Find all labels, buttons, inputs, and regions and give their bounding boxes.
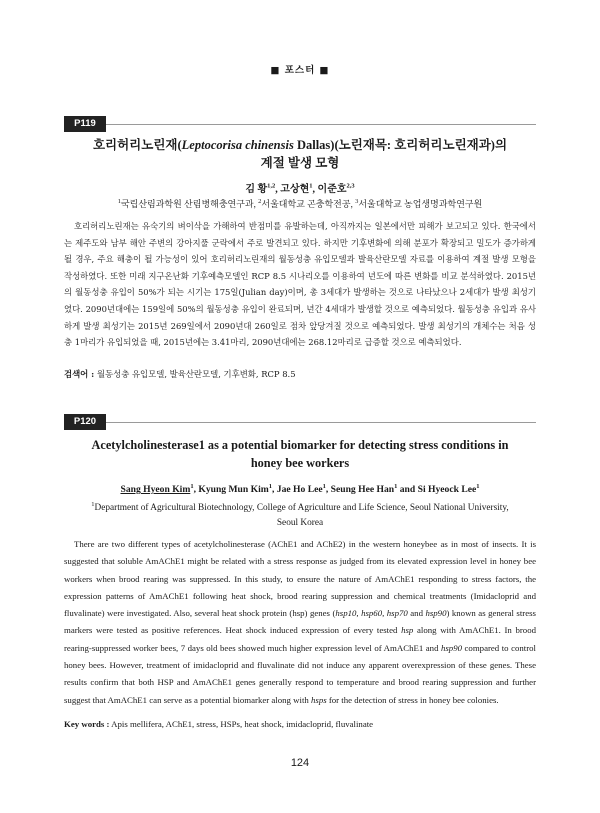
p119-abstract: 호리허리노린재는 유숙기의 벼이삭을 가해하여 반점미를 유발하는데, 아직까지는 일본에서만 피해가 보고되고 있다. 한국에서는 제주도와 남부 해안 주변의 강아지풀 군락에서 주로 발견되고 있다. 하지만 기후변화에 의해 분포가 확장되고 밀도가 증가하게 될 경우, 주요 해충이 될 가능성이 있어 호리허리노린재의 월동성충 유입모델과 발육산란모델 자료를 이용하여 계절 발생 모형을 작성하였다. 또한 미래 지구온난화 기후예측모델인 RCP 8.5 시나리오를 이용하여 년도에 따른 변화를 비교 분석하였다. 2015년의 월동성충 유입이 50%가 되는 시기는 175일(Julian day)이며, 총 3세대가 발생하는 것으로 나타났으나 2세대가 발생 최성기였다. 2090년대에는 159일에 50%의 월동성충 유입이 완료되며, 년간 4세대가 발생할 것으로 예측되었다. 월동성충 유입과 유사하게 발생 최성기는 2015년 269일에서 2090년대 260일로 점차 앞당겨질 것으로 예측되었다. 발생 최성기의 개체수는 처음 성충 1마리가 유입되었을 때, 2015년에는 3.41마리, 2090년대에는 268.12마리로 급증할 것으로 예측되었다.: [64, 221, 536, 348]
author-name: , Jae Ho Lee: [272, 484, 323, 495]
abstract-text: ,: [382, 608, 387, 619]
gene-name: hsp70: [386, 608, 408, 619]
p120-affiliation: [64, 501, 536, 531]
p120-abstract: [64, 536, 536, 709]
author-affil-mark: 1: [268, 482, 272, 490]
abstract-text: for the detection of stress in honey bee colonies.: [326, 694, 499, 705]
affil-mark: 3: [355, 198, 359, 205]
p120-title-line1: Acetylcholinesterase1 as a potential biomarker for detecting stress conditions in: [91, 438, 509, 452]
p119-affiliations: [64, 197, 536, 211]
p119-title: [64, 136, 536, 172]
abstract-text: along with AmAChE1. In brood rearing-suppressed worker bees, 7 days old bees showed much higher expression level of AmAChE1 and: [64, 625, 536, 653]
affil-mark: 2: [258, 198, 262, 205]
abstract-text: and: [407, 608, 426, 619]
author-affil-mark: 1: [322, 482, 326, 490]
p119-title-scientific-name: Leptocorisa chinensis: [181, 138, 294, 152]
section-divider: [64, 422, 536, 423]
p119-title-post: Dallas)(노린재목: 호리허리노린재과)의: [293, 138, 508, 152]
affiliation: 서울대학교 농업생명과학연구원: [358, 199, 483, 209]
abstract-text: ) known as general stress markers were tested as positive references. Heat shock induced expression of every tested: [64, 608, 536, 636]
gene-name: hsp60: [361, 608, 383, 619]
author-affil-mark: 2,3: [346, 182, 355, 190]
p120-keywords: [64, 719, 536, 729]
author-affil-mark: 1: [190, 482, 194, 490]
gene-name: hsp90: [440, 642, 463, 653]
author-name: , Kyung Mun Kim: [193, 484, 269, 495]
author-name: 김 황: [245, 184, 268, 195]
author-affil-mark: 1: [309, 182, 313, 190]
section-divider: [64, 124, 536, 125]
gene-name: hsps: [311, 694, 327, 705]
p119-authors: [64, 180, 536, 195]
abstract-text: There are two different types of acetylcholinesterase (AChE1 and AChE2) in the western honeybee as in most of insects. It is suggested that soluble AmAChE1 might be related with a stress response as judged from its elevated expression level in honey bee workers when brood rearing was suppressed. In this study, to ensure the nature of AmAChE1 responding to stress factors, the expression patterns of AmAChE1 following heat shock, brood rearing suppression and chemical treatments (Imidacloprid and fluvalinate) were investigated. Also, several heat shock protein (hsp) genes (: [64, 539, 536, 619]
affiliation-line: Seoul Korea: [276, 518, 324, 528]
keywords-text: 월동성충 유입모델, 발육산란모델, 기후변화, RCP 8.5: [94, 369, 296, 379]
poster-code-badge: P120: [64, 414, 106, 430]
keywords-label: Key words :: [64, 719, 110, 729]
p119-title-pre: 호리허리노린재(: [92, 138, 182, 152]
p120-authors: [64, 484, 536, 495]
section-header: ■ 포스터 ■: [270, 65, 330, 76]
gene-name: hsp10: [335, 608, 357, 619]
affiliation: 서울대학교 곤충학전공,: [261, 199, 356, 209]
abstract-text: ,: [356, 608, 362, 619]
keywords-text: Apis mellifera, AChE1, stress, HSPs, heat shock, imidacloprid, fluvalinate: [109, 719, 374, 729]
affil-mark: 1: [91, 500, 95, 508]
author-name: and Si Hyeock Lee: [397, 484, 477, 495]
author-name: , Seung Hee Han: [325, 484, 395, 495]
poster-code-badge: P119: [64, 116, 106, 132]
author-affil-mark: 1: [476, 482, 480, 490]
author-name: Sang Hyeon Kim: [120, 484, 191, 495]
author-affil-mark: 1: [394, 482, 398, 490]
author-affil-mark: 1,2: [267, 182, 276, 190]
p119-keywords: [64, 368, 536, 380]
p120-title-line2: honey bee workers: [250, 456, 350, 470]
affiliation-line: Department of Agricultural Biotechnology, College of Agriculture and Life Science, Seoul National University,: [94, 503, 509, 513]
p119-title-line2: 계절 발생 모형: [260, 156, 340, 170]
page-number: 124: [290, 757, 310, 769]
p120-title: [64, 436, 536, 472]
affiliation: 국립산림과학원 산림병해충연구과,: [120, 199, 259, 209]
abstract-text: compared to control honey bees. However, treatment of imidacloprid and fluvalinate did not induce any apparent overexpression of these genes. These results confirm that both HSP and AmAChE1 genes generally respond to temperature and brood rearing suppression and further suggest that AmAChE1 can serve as a potential biomarker along with: [64, 642, 536, 705]
gene-name: hsp: [401, 625, 414, 636]
affil-mark: 1: [117, 198, 121, 205]
author-name: , 고상현: [275, 184, 310, 195]
author-name: , 이준호: [312, 184, 347, 195]
keywords-label: 검색어 :: [64, 369, 95, 379]
gene-name: hsp90: [425, 608, 447, 619]
